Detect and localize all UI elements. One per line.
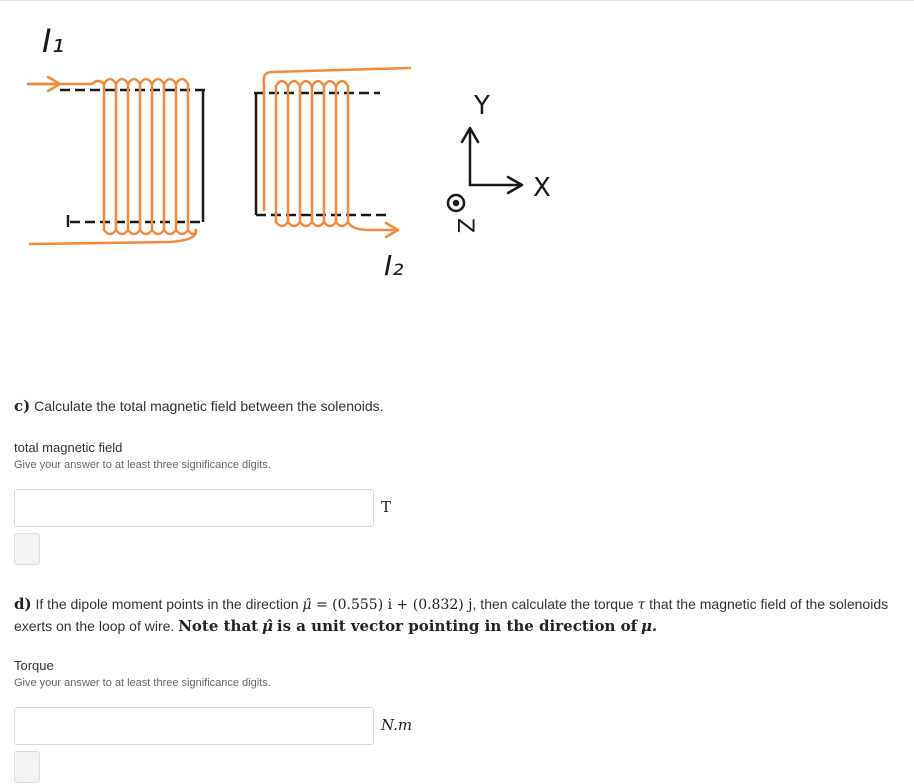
right-solenoid-core <box>254 93 390 215</box>
question-d-submit-button[interactable] <box>14 751 40 783</box>
svg-text:I₂: I₂ <box>384 249 404 282</box>
note-mu: μ. <box>640 617 658 635</box>
question-c-submit-button[interactable] <box>14 533 40 565</box>
question-d-body-2: , then calculate the torque <box>472 596 634 612</box>
note-prefix: Note that <box>178 617 259 635</box>
axis-z-label: Z <box>452 218 477 234</box>
question-c-text <box>14 396 894 417</box>
tau-symbol: τ <box>637 597 646 613</box>
question-d-unit: N.m <box>381 716 413 734</box>
axis-triad <box>448 128 522 211</box>
total-magnetic-field-input[interactable] <box>14 489 374 527</box>
question-c-hint: Give your answer to at least three significance digits. <box>14 459 271 471</box>
solenoid-figure <box>0 0 914 300</box>
left-solenoid-coil <box>28 77 196 244</box>
question-d-body-3: that the magnetic field of the solenoids exerts on the loop of wire. <box>14 596 889 634</box>
question-c-letter: c) <box>14 397 31 415</box>
dipole-direction-vector: (0.555) i + (0.832) j <box>332 597 473 613</box>
question-d-letter: d) <box>14 595 32 613</box>
current-2-label <box>384 249 403 282</box>
question-c-unit: T <box>381 498 392 516</box>
current-1-label <box>42 22 64 60</box>
equals-sign: = <box>311 597 333 613</box>
svg-text:I₁: I₁ <box>42 22 65 60</box>
question-c-body: Calculate the total magnetic field between the solenoids. <box>34 398 384 414</box>
axis-y-label: Y <box>474 91 490 121</box>
question-d-hint: Give your answer to at least three significance digits. <box>14 677 271 689</box>
axis-x-label: X <box>533 173 551 203</box>
question-d-body-1: If the dipole moment points in the direction <box>35 596 299 612</box>
note-mu-hat: μ̂ <box>262 617 273 635</box>
left-solenoid-core <box>60 90 205 227</box>
note-text: is a unit vector pointing in the direction of <box>276 617 638 635</box>
question-d-text <box>14 594 894 637</box>
torque-input[interactable] <box>14 707 374 745</box>
question-c-field-label: total magnetic field <box>14 440 123 455</box>
mu-hat-symbol: μ̂ <box>302 597 312 613</box>
question-d-field-label: Torque <box>14 658 54 673</box>
